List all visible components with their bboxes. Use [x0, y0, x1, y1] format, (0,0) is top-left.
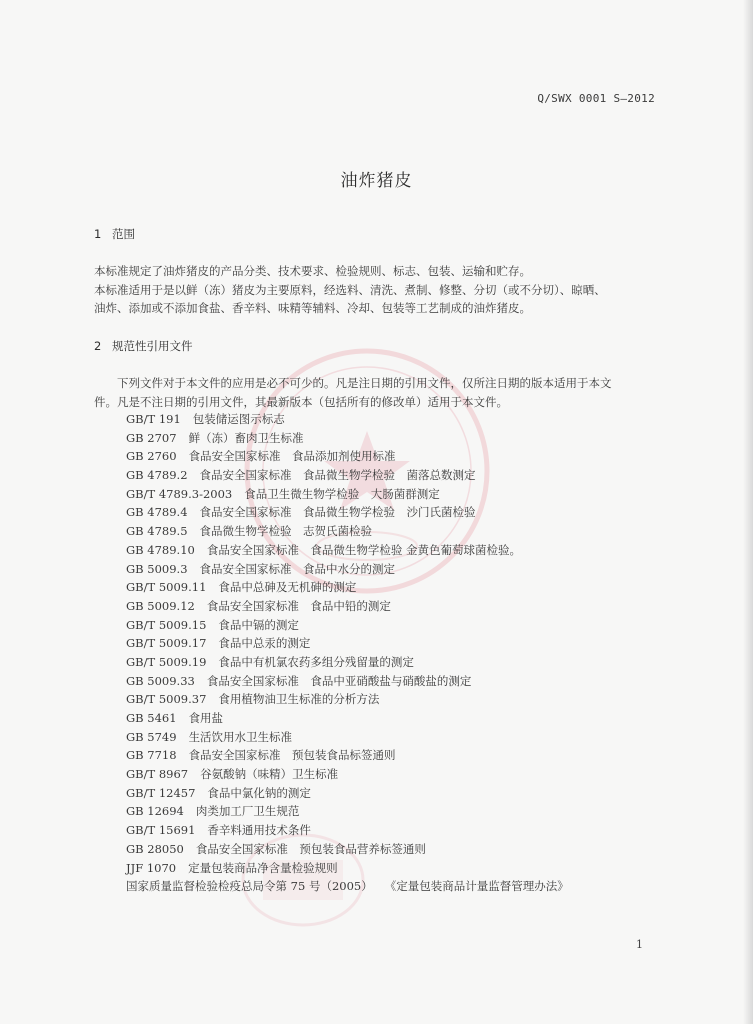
- section-2-intro-line: 件。凡是不注日期的引用文件，其最新版本（包括所有的修改单）适用于本文件。: [94, 394, 508, 409]
- reference-title: 食品安全国家标准 预包装食品标签通则: [188, 748, 396, 763]
- reference-code: GB 2707: [126, 430, 177, 445]
- reference-code: GB 12694: [126, 804, 184, 819]
- section-2-number: 2: [94, 339, 102, 353]
- reference-item: [126, 466, 569, 485]
- reference-code: GB 5749: [126, 729, 177, 744]
- reference-title: 食品中总汞的测定: [218, 636, 311, 651]
- reference-item: [126, 410, 569, 429]
- reference-title: 食品安全国家标准 食品微生物学检验 沙门氏菌检验: [199, 505, 476, 520]
- reference-item: [126, 522, 569, 541]
- reference-code: GB/T 5009.15: [126, 617, 207, 632]
- section-1-body: [94, 262, 666, 318]
- reference-title: 食品中镉的测定: [218, 617, 299, 632]
- normative-references-list: [126, 410, 569, 896]
- reference-item: [126, 728, 569, 747]
- reference-code: JJF 1070: [126, 860, 177, 875]
- reference-item: [126, 859, 569, 878]
- reference-title: 食品中总砷及无机砷的测定: [218, 580, 357, 595]
- section-1-number: 1: [94, 227, 102, 241]
- reference-code: GB 7718: [126, 748, 177, 763]
- reference-item: [126, 802, 569, 821]
- reference-item: [126, 877, 569, 896]
- reference-title: 食品中氯化钠的测定: [207, 785, 311, 800]
- section-2-intro: [94, 374, 666, 411]
- reference-code: 国家质量监督检验检疫总局令第 75 号（2005）: [126, 879, 373, 894]
- section-1-heading: [94, 226, 135, 242]
- section-1-line: 本标准适用于是以鲜（冻）猪皮为主要原料，经选料、清洗、煮制、修整、分切（或不分切）、晾晒、: [94, 282, 606, 297]
- reference-item: [126, 541, 569, 560]
- reference-code: GB 4789.5: [126, 524, 188, 539]
- reference-code: GB 5009.33: [126, 673, 195, 688]
- reference-item: [126, 821, 569, 840]
- reference-item: [126, 709, 569, 728]
- reference-item: [126, 746, 569, 765]
- reference-item: [126, 784, 569, 803]
- standard-code: Q/SWX 0001 S—2012: [537, 92, 655, 105]
- reference-title: 《定量包装商品计量监督管理办法》: [384, 879, 569, 894]
- reference-code: GB/T 191: [126, 412, 181, 426]
- reference-title: 包装储运图示标志: [192, 412, 285, 426]
- reference-code: GB 5461: [126, 711, 177, 725]
- reference-item: [126, 597, 569, 616]
- reference-title: 谷氨酸钠（味精）卫生标准: [200, 767, 339, 782]
- reference-title: 食品安全国家标准 食品中铅的测定: [206, 598, 391, 613]
- section-1-line: 本标准规定了油炸猪皮的产品分类、技术要求、检验规则、标志、包装、运输和贮存。: [94, 264, 531, 278]
- reference-code: GB 4789.10: [126, 542, 195, 557]
- page-number: 1: [636, 938, 643, 951]
- scan-edge: [743, 0, 753, 1024]
- reference-code: GB 5009.3: [126, 561, 188, 576]
- reference-item: [126, 690, 569, 709]
- reference-code: GB/T 5009.19: [126, 654, 207, 669]
- reference-title: 食品安全国家标准 食品微生物学检验 菌落总数测定: [199, 468, 476, 483]
- reference-item: [126, 616, 569, 635]
- reference-code: GB/T 5009.17: [126, 636, 207, 651]
- reference-item: [126, 578, 569, 597]
- document-title: 油炸猪皮: [340, 171, 413, 191]
- reference-title: 食品安全国家标准 食品中水分的测定: [199, 561, 396, 576]
- section-1-line: 油炸、添加或不添加食盐、香辛料、味精等辅料、冷却、包装等工艺制成的油炸猪皮。: [94, 301, 531, 315]
- reference-title: 食品微生物学检验 志贺氏菌检验: [199, 524, 373, 539]
- reference-code: GB 28050: [126, 841, 184, 856]
- reference-item: [126, 634, 569, 653]
- reference-item: [126, 672, 569, 691]
- reference-code: GB/T 4789.3-2003: [126, 486, 233, 501]
- reference-title: 香辛料通用技术条件: [207, 823, 311, 838]
- reference-title: 食品中有机氯农药多组分残留量的测定: [218, 654, 414, 669]
- reference-title: 食品安全国家标准 食品添加剂使用标准: [188, 449, 396, 464]
- reference-item: [126, 429, 569, 448]
- reference-code: GB/T 12457: [126, 785, 196, 800]
- section-2-title: 规范性引用文件: [112, 339, 193, 353]
- reference-code: GB/T 8967: [126, 767, 189, 782]
- reference-item: [126, 485, 569, 504]
- reference-code: GB 4789.2: [126, 468, 188, 483]
- reference-title: 定量包装商品净含量检验规则: [188, 860, 338, 875]
- reference-code: GB 4789.4: [126, 505, 188, 520]
- reference-title: 生活饮用水卫生标准: [188, 729, 293, 744]
- reference-code: GB/T 15691: [126, 823, 196, 838]
- reference-title: 食用植物油卫生标准的分析方法: [218, 692, 380, 707]
- reference-item: [126, 840, 569, 859]
- reference-title: 食品卫生微生物学检验 大肠菌群测定: [244, 486, 440, 501]
- reference-item: [126, 560, 569, 579]
- section-2-heading: [94, 338, 193, 354]
- reference-title: 食品安全国家标准 食品微生物学检验 金黄色葡萄球菌检验。: [206, 542, 522, 557]
- reference-code: GB 5009.12: [126, 598, 195, 613]
- reference-title: 鲜（冻）畜肉卫生标准: [188, 430, 304, 445]
- reference-item: [126, 447, 569, 466]
- reference-title: 肉类加工厂卫生规范: [195, 804, 300, 819]
- reference-code: GB 2760: [126, 449, 177, 464]
- reference-title: 食品安全国家标准 食品中亚硝酸盐与硝酸盐的测定: [206, 673, 472, 688]
- reference-item: [126, 653, 569, 672]
- reference-title: 食品安全国家标准 预包装食品营养标签通则: [195, 841, 426, 856]
- reference-item: [126, 765, 569, 784]
- reference-code: GB/T 5009.37: [126, 692, 207, 707]
- section-2-intro-line: 下列文件对于本文件的应用是必不可少的。凡是注日期的引用文件，仅所注日期的版本适用于本文: [94, 376, 612, 390]
- reference-item: [126, 503, 569, 522]
- section-1-title: 范围: [112, 227, 135, 241]
- reference-code: GB/T 5009.11: [126, 580, 207, 595]
- reference-title: 食用盐: [188, 711, 224, 725]
